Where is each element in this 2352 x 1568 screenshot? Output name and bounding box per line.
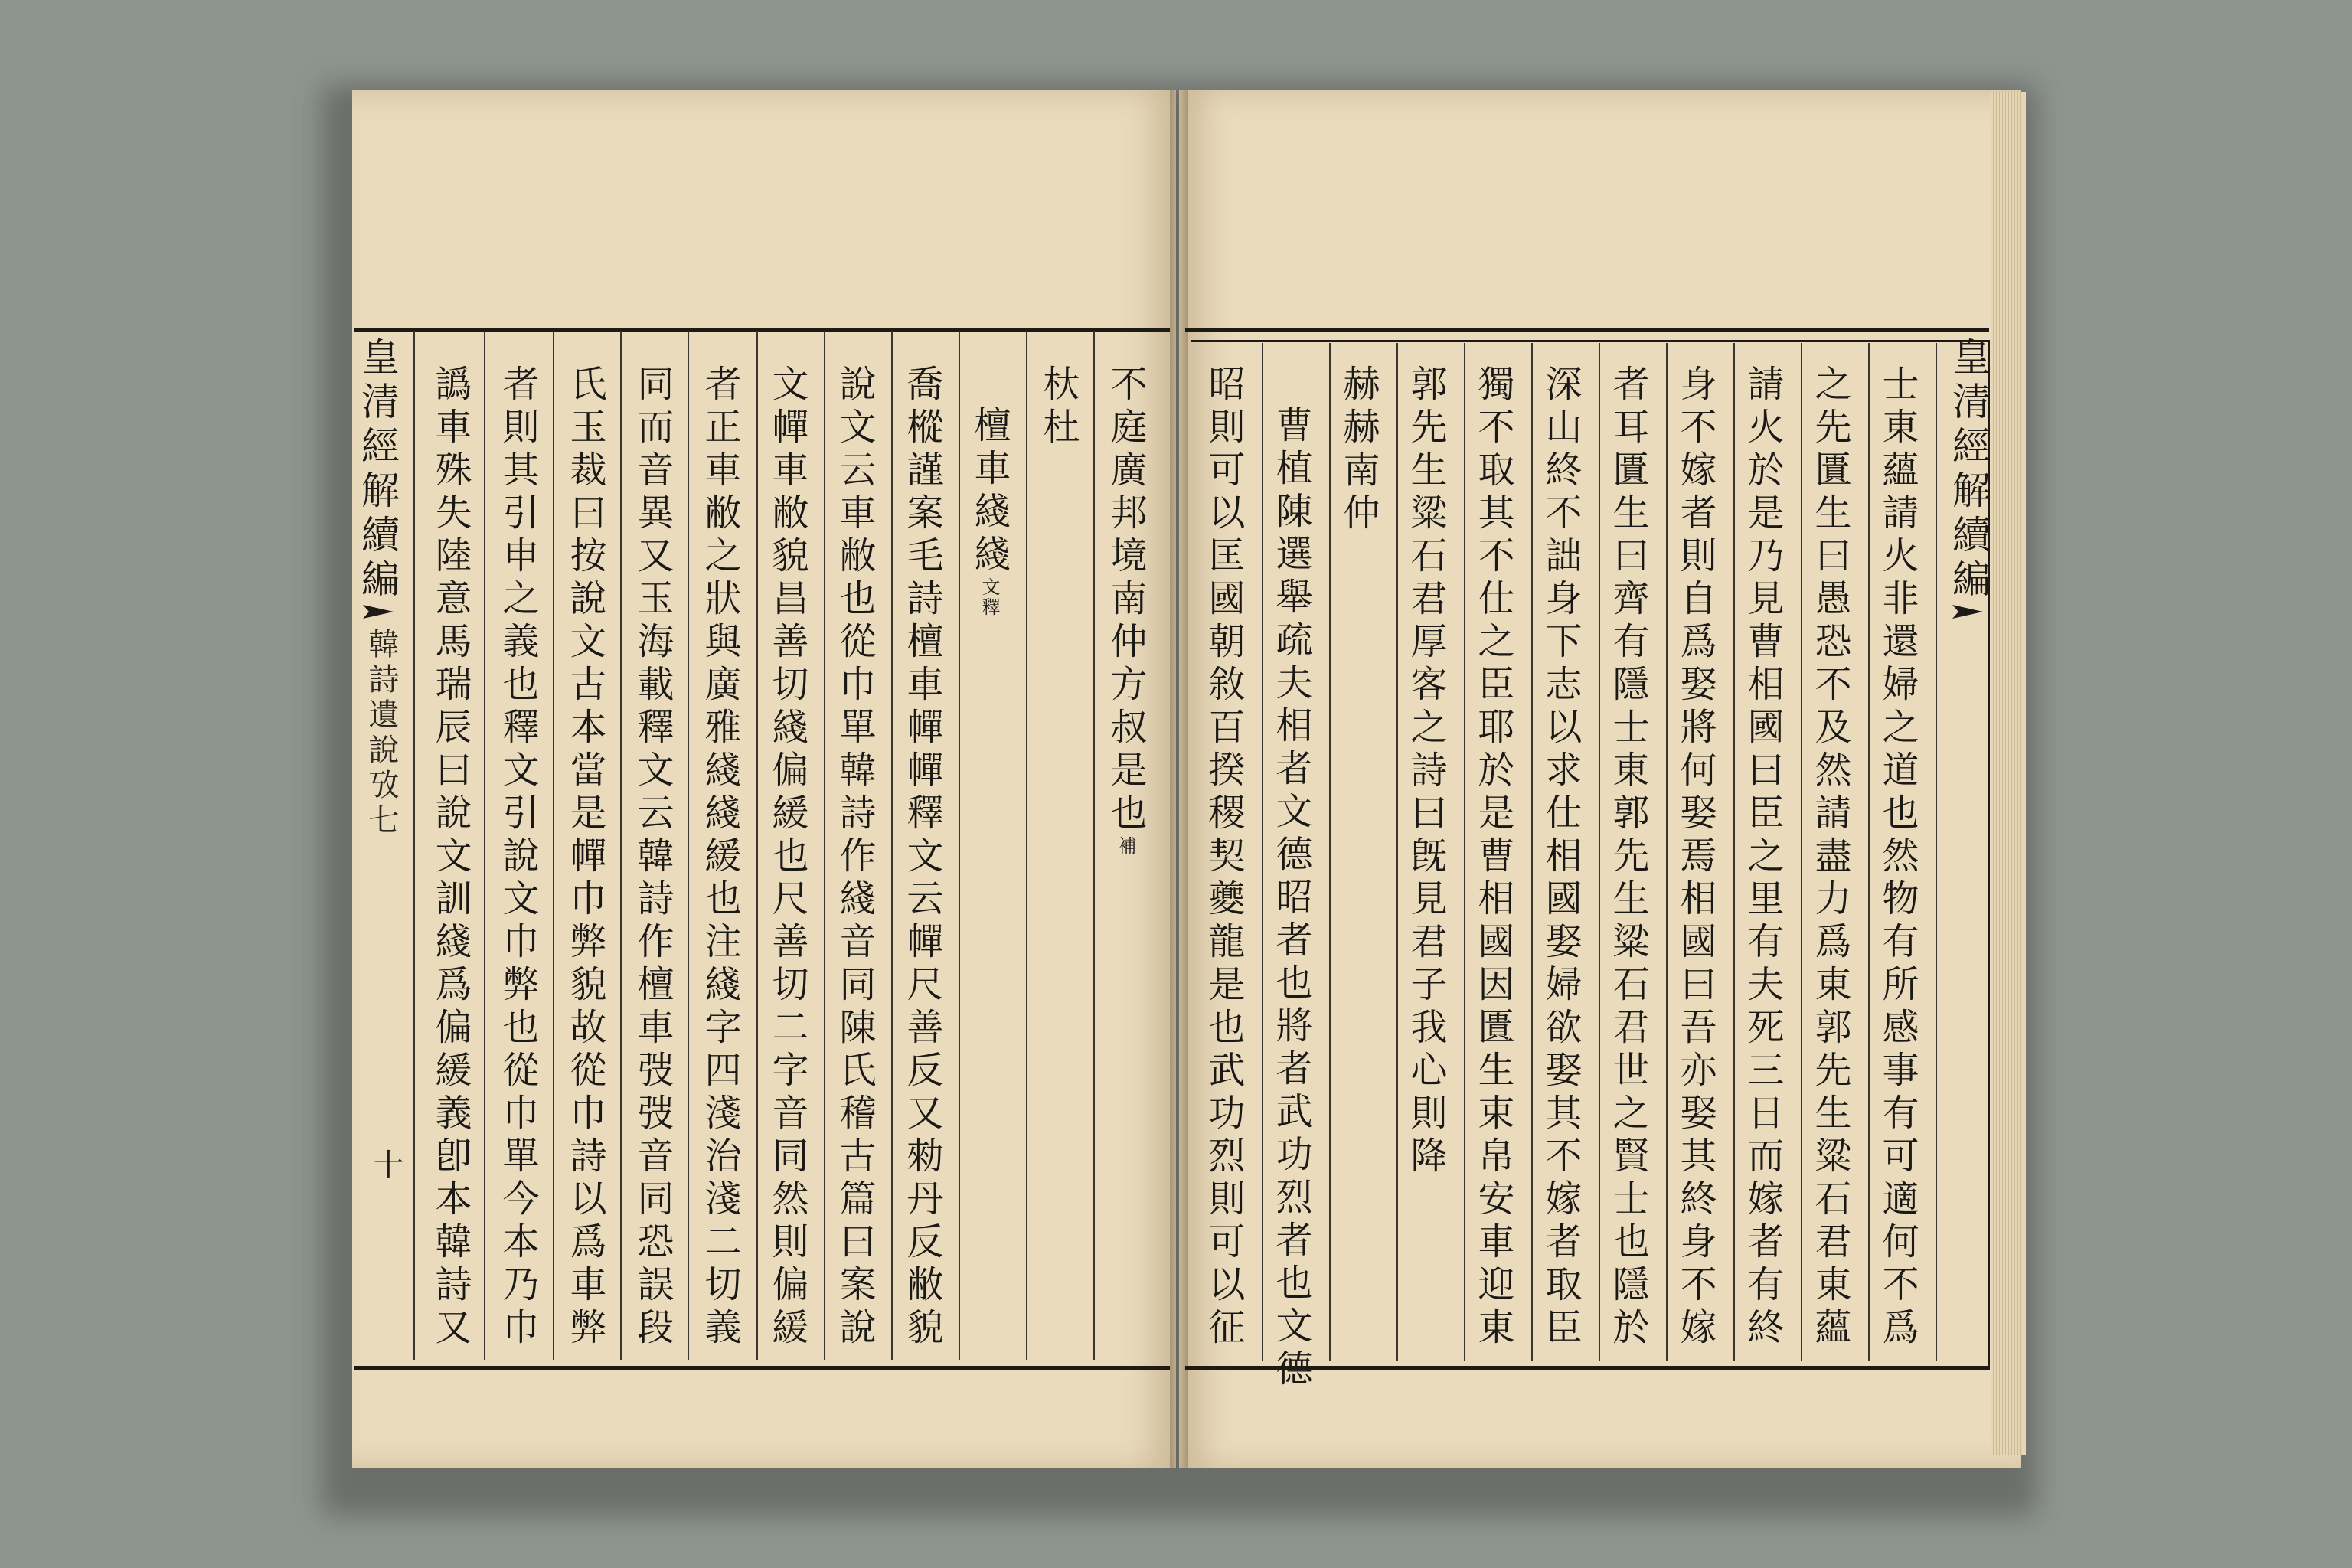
column-rule — [1329, 343, 1331, 1361]
column-rule — [891, 331, 893, 1360]
column-rule — [1666, 343, 1668, 1361]
right-column-3: 請火於是乃見曹相國曰臣之里有夫死三日而嫁者有終 — [1741, 364, 1784, 1351]
left-column-5: 說文云車敝也從巾單韓詩作綫音同陳氏稽古篇曰案說 — [833, 364, 876, 1351]
column-rule — [484, 331, 485, 1360]
column-rule — [756, 331, 758, 1360]
column-rule — [1093, 331, 1095, 1360]
column-rule — [959, 331, 960, 1360]
left-column-11: 譌車殊失陸意馬瑞辰曰說文訓綫爲偏緩義卽本韓詩又 — [429, 364, 472, 1351]
column-rule — [1026, 331, 1027, 1360]
right-column-9: 赫赫南仲 — [1337, 364, 1380, 536]
right-column-4: 身不嫁者則自爲娶將何娶焉相國曰吾亦娶其終身不嫁 — [1674, 364, 1717, 1351]
column-rule — [1868, 343, 1870, 1361]
column-rule — [413, 331, 415, 1360]
column-rule — [1801, 343, 1802, 1361]
column-rule — [1396, 343, 1398, 1361]
left-column-8: 同而音異又玉海載釋文云韓詩作檀車弢弢音同恐誤段 — [631, 364, 674, 1351]
right-margin-title: 皇清經解續編 — [1946, 337, 1991, 603]
column-rule — [1733, 343, 1735, 1361]
right-column-10: 曹植陳選舉疏夫相者文德昭者也將者武功烈者也文德 — [1269, 406, 1312, 1392]
left-margin-title: 皇清經解續編 — [355, 337, 400, 603]
page-edges — [1991, 92, 2026, 1455]
column-rule — [620, 331, 622, 1360]
right-column-7: 獨不取其不仕之臣耶於是曹相國因匱生束帛安車迎東 — [1472, 364, 1514, 1351]
left-text-frame — [354, 328, 1170, 1370]
column-rule — [1262, 343, 1263, 1361]
left-column-10: 者則其引申之義也釋文引說文巾弊也從巾單今本乃巾 — [496, 364, 539, 1351]
left-column-7: 者正車敝之狀與廣雅綫綫緩也注綫字四淺治淺二切義 — [698, 364, 741, 1351]
right-column-8: 郭先生粱石君厚客之詩曰旣見君子我心則降 — [1404, 364, 1447, 1179]
column-rule — [553, 331, 554, 1360]
column-rule — [688, 331, 689, 1360]
column-rule — [1531, 343, 1533, 1361]
left-margin-subtitle: 韓詩遺說攷七 — [364, 628, 399, 839]
left-column-1: 不庭廣邦境南仲方叔是也補 — [1104, 364, 1147, 856]
column-rule — [1464, 343, 1465, 1361]
left-column-9: 氏玉裁曰按說文古本當是幝巾弊貌故從巾詩以爲車弊 — [564, 364, 606, 1351]
left-page-number: 十 — [368, 1148, 403, 1185]
left-column-2: 杕杜 — [1037, 364, 1080, 450]
left-column-6: 文幝車敝貌昌善切綫偏緩也尺善切二字音同然則偏緩 — [766, 364, 808, 1351]
left-column-3: 檀車綫綫文釋 — [968, 406, 1011, 617]
right-column-11: 昭則可以匡國朝敘百揆稷契夔龍是也武功烈則可以征 — [1202, 364, 1245, 1351]
column-rule — [1936, 343, 1937, 1361]
right-column-5: 者耳匱生曰齊有隱士東郭先生粱石君世之賢士也隱於 — [1606, 364, 1649, 1351]
column-rule — [824, 331, 825, 1360]
column-rule — [1599, 343, 1600, 1361]
right-column-6: 深山終不詘身下志以求仕相國娶婦欲娶其不嫁者取臣 — [1539, 364, 1582, 1351]
right-column-1: 士東蘊請火非還婦之道也然物有所感事有可適何不爲 — [1876, 364, 1919, 1351]
left-column-4: 喬樅謹案毛詩檀車幝幝釋文云幝尺善反又勑丹反敝貌 — [900, 364, 943, 1351]
right-column-2: 之先匱生曰愚恐不及然請盡力爲東郭先生粱石君東蘊 — [1808, 364, 1851, 1351]
